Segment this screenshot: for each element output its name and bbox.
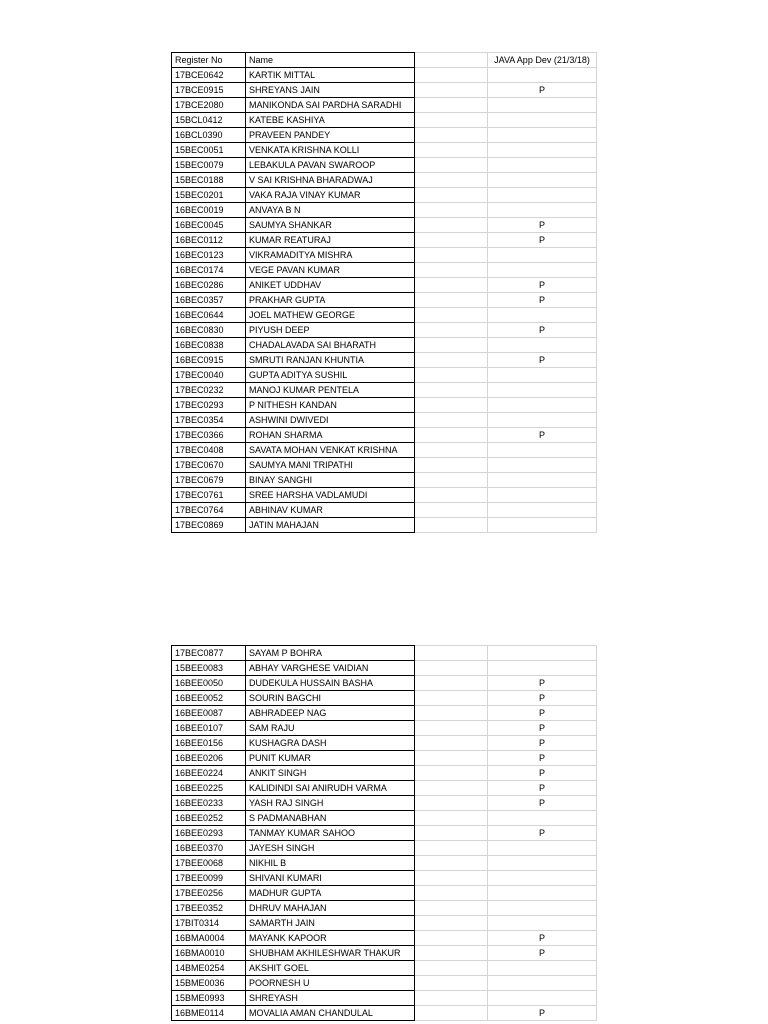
- java-attendance-cell: [488, 368, 597, 383]
- table-row: [172, 398, 597, 413]
- name-cell: MOVALIA AMAN CHANDULAL: [246, 1006, 415, 1021]
- table-row: [172, 353, 597, 368]
- table-row: [172, 976, 597, 991]
- table-row: [172, 946, 597, 961]
- java-attendance-cell: [488, 473, 597, 488]
- java-attendance-cell: [488, 961, 597, 976]
- table-row: [172, 128, 597, 143]
- name-cell: VENKATA KRISHNA KOLLI: [246, 143, 415, 158]
- name-cell: YASH RAJ SINGH: [246, 796, 415, 811]
- register-no-cell: 16BMA0004: [172, 931, 246, 946]
- register-no-cell: 16BCL0390: [172, 128, 246, 143]
- name-cell: NIKHIL B: [246, 856, 415, 871]
- empty-cell: [415, 308, 488, 323]
- java-attendance-cell: [488, 248, 597, 263]
- java-attendance-cell: [488, 841, 597, 856]
- name-cell: SMRUTI RANJAN KHUNTIA: [246, 353, 415, 368]
- register-no-cell: 16BEE0252: [172, 811, 246, 826]
- register-no-cell: 15BEC0079: [172, 158, 246, 173]
- empty-cell: [415, 68, 488, 83]
- name-cell: SAM RAJU: [246, 721, 415, 736]
- empty-cell: [415, 961, 488, 976]
- table-row: [172, 721, 597, 736]
- empty-cell: [415, 383, 488, 398]
- empty-cell: [415, 353, 488, 368]
- java-attendance-cell: P: [488, 353, 597, 368]
- name-cell: PUNIT KUMAR: [246, 751, 415, 766]
- empty-cell: [415, 691, 488, 706]
- java-attendance-cell: [488, 173, 597, 188]
- name-cell: SAVATA MOHAN VENKAT KRISHNA: [246, 443, 415, 458]
- attendance-table-2-body: [172, 646, 597, 1021]
- table-row: [172, 368, 597, 383]
- register-no-cell: 17BEC0408: [172, 443, 246, 458]
- java-attendance-cell: P: [488, 1006, 597, 1021]
- register-no-cell: 15BME0993: [172, 991, 246, 1006]
- empty-cell: [415, 158, 488, 173]
- name-cell: ROHAN SHARMA: [246, 428, 415, 443]
- java-attendance-cell: [488, 398, 597, 413]
- table-row: [172, 143, 597, 158]
- name-cell: DHRUV MAHAJAN: [246, 901, 415, 916]
- table-row: [172, 428, 597, 443]
- table-row: [172, 98, 597, 113]
- java-attendance-cell: P: [488, 218, 597, 233]
- name-cell: SAMARTH JAIN: [246, 916, 415, 931]
- register-no-cell: 17BEC0877: [172, 646, 246, 661]
- java-attendance-cell: P: [488, 691, 597, 706]
- name-cell: MANOJ KUMAR PENTELA: [246, 383, 415, 398]
- empty-cell: [415, 338, 488, 353]
- java-attendance-cell: [488, 503, 597, 518]
- empty-cell: [415, 83, 488, 98]
- attendance-table-2: [171, 645, 597, 1021]
- empty-cell: [415, 976, 488, 991]
- java-attendance-cell: [488, 128, 597, 143]
- java-attendance-cell: [488, 856, 597, 871]
- name-cell: LEBAKULA PAVAN SWAROOP: [246, 158, 415, 173]
- table-row: [172, 83, 597, 98]
- name-cell: ABHRADEEP NAG: [246, 706, 415, 721]
- java-attendance-cell: [488, 871, 597, 886]
- register-no-cell: 16BEC0286: [172, 278, 246, 293]
- empty-cell: [415, 233, 488, 248]
- table-row: [172, 233, 597, 248]
- empty-cell: [415, 173, 488, 188]
- java-attendance-cell: [488, 158, 597, 173]
- name-cell: PIYUSH DEEP: [246, 323, 415, 338]
- register-no-cell: 16BEC0174: [172, 263, 246, 278]
- header-name: Name: [246, 53, 415, 68]
- table-row: [172, 158, 597, 173]
- table-row: [172, 248, 597, 263]
- table-row: [172, 203, 597, 218]
- empty-cell: [415, 278, 488, 293]
- register-no-cell: 17BEC0679: [172, 473, 246, 488]
- java-attendance-cell: [488, 413, 597, 428]
- table-row: [172, 661, 597, 676]
- table-row: [172, 323, 597, 338]
- table-row: [172, 676, 597, 691]
- empty-cell: [415, 826, 488, 841]
- java-attendance-cell: [488, 811, 597, 826]
- empty-cell: [415, 473, 488, 488]
- java-attendance-cell: P: [488, 278, 597, 293]
- name-cell: P NITHESH KANDAN: [246, 398, 415, 413]
- name-cell: ABHAY VARGHESE VAIDIAN: [246, 661, 415, 676]
- table-row: [172, 278, 597, 293]
- name-cell: ASHWINI DWIVEDI: [246, 413, 415, 428]
- register-no-cell: 15BEC0051: [172, 143, 246, 158]
- table-row: [172, 961, 597, 976]
- table-row: [172, 263, 597, 278]
- empty-cell: [415, 991, 488, 1006]
- register-no-cell: 16BEE0206: [172, 751, 246, 766]
- empty-cell: [415, 428, 488, 443]
- name-cell: KUMAR REATURAJ: [246, 233, 415, 248]
- table-row: [172, 871, 597, 886]
- name-cell: VEGE PAVAN KUMAR: [246, 263, 415, 278]
- name-cell: KUSHAGRA DASH: [246, 736, 415, 751]
- java-attendance-cell: [488, 188, 597, 203]
- java-attendance-cell: [488, 308, 597, 323]
- register-no-cell: 16BEC0123: [172, 248, 246, 263]
- header-java-app-dev: JAVA App Dev (21/3/18): [488, 53, 597, 68]
- empty-cell: [415, 721, 488, 736]
- register-no-cell: 16BEE0293: [172, 826, 246, 841]
- java-attendance-cell: [488, 113, 597, 128]
- register-no-cell: 16BEC0644: [172, 308, 246, 323]
- java-attendance-cell: [488, 886, 597, 901]
- empty-cell: [415, 458, 488, 473]
- empty-cell: [415, 218, 488, 233]
- register-no-cell: 17BEC0040: [172, 368, 246, 383]
- register-no-cell: 16BEC0830: [172, 323, 246, 338]
- java-attendance-cell: [488, 458, 597, 473]
- table-row: [172, 1006, 597, 1021]
- name-cell: JAYESH SINGH: [246, 841, 415, 856]
- java-attendance-cell: [488, 901, 597, 916]
- register-no-cell: 16BEC0915: [172, 353, 246, 368]
- java-attendance-cell: P: [488, 323, 597, 338]
- java-attendance-cell: [488, 143, 597, 158]
- empty-cell: [415, 248, 488, 263]
- name-cell: SAYAM P BOHRA: [246, 646, 415, 661]
- name-cell: KALIDINDI SAI ANIRUDH VARMA: [246, 781, 415, 796]
- name-cell: SAUMYA MANI TRIPATHI: [246, 458, 415, 473]
- empty-cell: [415, 886, 488, 901]
- java-attendance-cell: [488, 68, 597, 83]
- table-row: [172, 308, 597, 323]
- table-row: [172, 766, 597, 781]
- name-cell: PRAVEEN PANDEY: [246, 128, 415, 143]
- table-row: [172, 413, 597, 428]
- java-attendance-cell: P: [488, 931, 597, 946]
- register-no-cell: 15BEC0201: [172, 188, 246, 203]
- register-no-cell: 16BEC0019: [172, 203, 246, 218]
- register-no-cell: 16BEE0156: [172, 736, 246, 751]
- register-no-cell: 16BEE0224: [172, 766, 246, 781]
- table-row: [172, 841, 597, 856]
- table-row: [172, 991, 597, 1006]
- empty-cell: [415, 931, 488, 946]
- name-cell: MANIKONDA SAI PARDHA SARADHI: [246, 98, 415, 113]
- table-row: [172, 811, 597, 826]
- empty-cell: [415, 143, 488, 158]
- name-cell: VIKRAMADITYA MISHRA: [246, 248, 415, 263]
- register-no-cell: 15BCL0412: [172, 113, 246, 128]
- java-attendance-cell: [488, 916, 597, 931]
- register-no-cell: 17BEC0764: [172, 503, 246, 518]
- name-cell: TANMAY KUMAR SAHOO: [246, 826, 415, 841]
- table-row: [172, 916, 597, 931]
- table-row: [172, 931, 597, 946]
- empty-cell: [415, 661, 488, 676]
- table-row: [172, 473, 597, 488]
- empty-cell: [415, 706, 488, 721]
- table-row: [172, 113, 597, 128]
- register-no-cell: 17BCE0915: [172, 83, 246, 98]
- table-row: [172, 443, 597, 458]
- register-no-cell: 17BEC0761: [172, 488, 246, 503]
- register-no-cell: 17BCE2080: [172, 98, 246, 113]
- empty-cell: [415, 293, 488, 308]
- register-no-cell: 15BEE0083: [172, 661, 246, 676]
- name-cell: JATIN MAHAJAN: [246, 518, 415, 533]
- empty-cell: [415, 841, 488, 856]
- register-no-cell: 17BEE0256: [172, 886, 246, 901]
- name-cell: AKSHIT GOEL: [246, 961, 415, 976]
- empty-cell: [415, 646, 488, 661]
- register-no-cell: 14BME0254: [172, 961, 246, 976]
- name-cell: PRAKHAR GUPTA: [246, 293, 415, 308]
- empty-cell: [415, 796, 488, 811]
- empty-cell: [415, 398, 488, 413]
- empty-cell: [415, 751, 488, 766]
- java-attendance-cell: P: [488, 721, 597, 736]
- name-cell: VAKA RAJA VINAY KUMAR: [246, 188, 415, 203]
- name-cell: CHADALAVADA SAI BHARATH: [246, 338, 415, 353]
- java-attendance-cell: [488, 991, 597, 1006]
- attendance-table-1-body: [172, 53, 597, 533]
- empty-cell: [415, 766, 488, 781]
- empty-cell: [415, 263, 488, 278]
- name-cell: SHREYASH: [246, 991, 415, 1006]
- register-no-cell: 16BEE0233: [172, 796, 246, 811]
- empty-cell: [415, 916, 488, 931]
- java-attendance-cell: [488, 203, 597, 218]
- name-cell: ANKIT SINGH: [246, 766, 415, 781]
- table-row: [172, 173, 597, 188]
- java-attendance-cell: [488, 646, 597, 661]
- table-row: [172, 188, 597, 203]
- register-no-cell: 16BEC0357: [172, 293, 246, 308]
- register-no-cell: 16BEE0370: [172, 841, 246, 856]
- java-attendance-cell: P: [488, 293, 597, 308]
- register-no-cell: 17BEE0068: [172, 856, 246, 871]
- table-row: [172, 781, 597, 796]
- empty-cell: [415, 901, 488, 916]
- table-row: [172, 68, 597, 83]
- name-cell: SREE HARSHA VADLAMUDI: [246, 488, 415, 503]
- register-no-cell: 16BEE0050: [172, 676, 246, 691]
- name-cell: SAUMYA SHANKAR: [246, 218, 415, 233]
- table-row: [172, 458, 597, 473]
- java-attendance-cell: [488, 976, 597, 991]
- table-row: [172, 293, 597, 308]
- register-no-cell: 15BME0036: [172, 976, 246, 991]
- register-no-cell: 17BEC0354: [172, 413, 246, 428]
- java-attendance-cell: [488, 661, 597, 676]
- empty-cell: [415, 488, 488, 503]
- name-cell: KATEBE KASHIYA: [246, 113, 415, 128]
- java-attendance-cell: [488, 488, 597, 503]
- register-no-cell: 17BEC0869: [172, 518, 246, 533]
- register-no-cell: 16BMA0010: [172, 946, 246, 961]
- java-attendance-cell: P: [488, 233, 597, 248]
- register-no-cell: 17BEC0232: [172, 383, 246, 398]
- empty-cell: [415, 736, 488, 751]
- table-row: [172, 338, 597, 353]
- java-attendance-cell: [488, 263, 597, 278]
- empty-cell: [415, 1006, 488, 1021]
- name-cell: SHREYANS JAIN: [246, 83, 415, 98]
- register-no-cell: 17BCE0642: [172, 68, 246, 83]
- table-row: [172, 856, 597, 871]
- table-row: [172, 901, 597, 916]
- table-row: [172, 826, 597, 841]
- name-cell: ANVAYA B N: [246, 203, 415, 218]
- name-cell: ABHINAV KUMAR: [246, 503, 415, 518]
- name-cell: JOEL MATHEW GEORGE: [246, 308, 415, 323]
- empty-cell: [415, 856, 488, 871]
- empty-cell: [415, 676, 488, 691]
- table-row: [172, 736, 597, 751]
- empty-cell: [415, 323, 488, 338]
- empty-cell: [415, 98, 488, 113]
- register-no-cell: 16BEE0087: [172, 706, 246, 721]
- name-cell: BINAY SANGHI: [246, 473, 415, 488]
- header-register-no: Register No: [172, 53, 246, 68]
- table-row: [172, 518, 597, 533]
- name-cell: SOURIN BAGCHI: [246, 691, 415, 706]
- table-row: [172, 503, 597, 518]
- empty-cell: [415, 368, 488, 383]
- register-no-cell: 16BEC0112: [172, 233, 246, 248]
- java-attendance-cell: [488, 443, 597, 458]
- register-no-cell: 16BEE0107: [172, 721, 246, 736]
- name-cell: S PADMANABHAN: [246, 811, 415, 826]
- name-cell: SHIVANI KUMARI: [246, 871, 415, 886]
- register-no-cell: 17BIT0314: [172, 916, 246, 931]
- name-cell: SHUBHAM AKHILESHWAR THAKUR: [246, 946, 415, 961]
- java-attendance-cell: [488, 338, 597, 353]
- table-row: [172, 691, 597, 706]
- java-attendance-cell: P: [488, 736, 597, 751]
- register-no-cell: 17BEC0670: [172, 458, 246, 473]
- empty-cell: [415, 871, 488, 886]
- name-cell: KARTIK MITTAL: [246, 68, 415, 83]
- attendance-table-1: [171, 52, 597, 533]
- java-attendance-cell: [488, 98, 597, 113]
- empty-cell: [415, 946, 488, 961]
- empty-cell: [415, 203, 488, 218]
- name-cell: DUDEKULA HUSSAIN BASHA: [246, 676, 415, 691]
- name-cell: MAYANK KAPOOR: [246, 931, 415, 946]
- empty-cell: [415, 518, 488, 533]
- register-no-cell: 16BEE0052: [172, 691, 246, 706]
- java-attendance-cell: P: [488, 946, 597, 961]
- table-row: [172, 646, 597, 661]
- empty-cell: [415, 503, 488, 518]
- register-no-cell: 17BEE0352: [172, 901, 246, 916]
- java-attendance-cell: P: [488, 826, 597, 841]
- table-row: [172, 886, 597, 901]
- java-attendance-cell: P: [488, 766, 597, 781]
- empty-cell: [415, 53, 488, 68]
- table-row: [172, 796, 597, 811]
- header-row: [172, 53, 597, 68]
- register-no-cell: 15BEC0188: [172, 173, 246, 188]
- java-attendance-cell: [488, 518, 597, 533]
- register-no-cell: 16BEC0838: [172, 338, 246, 353]
- java-attendance-cell: P: [488, 428, 597, 443]
- register-no-cell: 16BEC0045: [172, 218, 246, 233]
- name-cell: V SAI KRISHNA BHARADWAJ: [246, 173, 415, 188]
- empty-cell: [415, 113, 488, 128]
- java-attendance-cell: P: [488, 796, 597, 811]
- table-row: [172, 383, 597, 398]
- empty-cell: [415, 128, 488, 143]
- register-no-cell: 16BEE0225: [172, 781, 246, 796]
- empty-cell: [415, 413, 488, 428]
- java-attendance-cell: P: [488, 781, 597, 796]
- table-row: [172, 751, 597, 766]
- register-no-cell: 17BEC0366: [172, 428, 246, 443]
- table-row: [172, 706, 597, 721]
- empty-cell: [415, 811, 488, 826]
- java-attendance-cell: P: [488, 83, 597, 98]
- empty-cell: [415, 188, 488, 203]
- java-attendance-cell: P: [488, 706, 597, 721]
- empty-cell: [415, 443, 488, 458]
- name-cell: GUPTA ADITYA SUSHIL: [246, 368, 415, 383]
- name-cell: POORNESH U: [246, 976, 415, 991]
- java-attendance-cell: P: [488, 676, 597, 691]
- register-no-cell: 17BEE0099: [172, 871, 246, 886]
- table-row: [172, 218, 597, 233]
- name-cell: ANIKET UDDHAV: [246, 278, 415, 293]
- empty-cell: [415, 781, 488, 796]
- java-attendance-cell: [488, 383, 597, 398]
- table-row: [172, 488, 597, 503]
- java-attendance-cell: P: [488, 751, 597, 766]
- name-cell: MADHUR GUPTA: [246, 886, 415, 901]
- register-no-cell: 17BEC0293: [172, 398, 246, 413]
- register-no-cell: 16BME0114: [172, 1006, 246, 1021]
